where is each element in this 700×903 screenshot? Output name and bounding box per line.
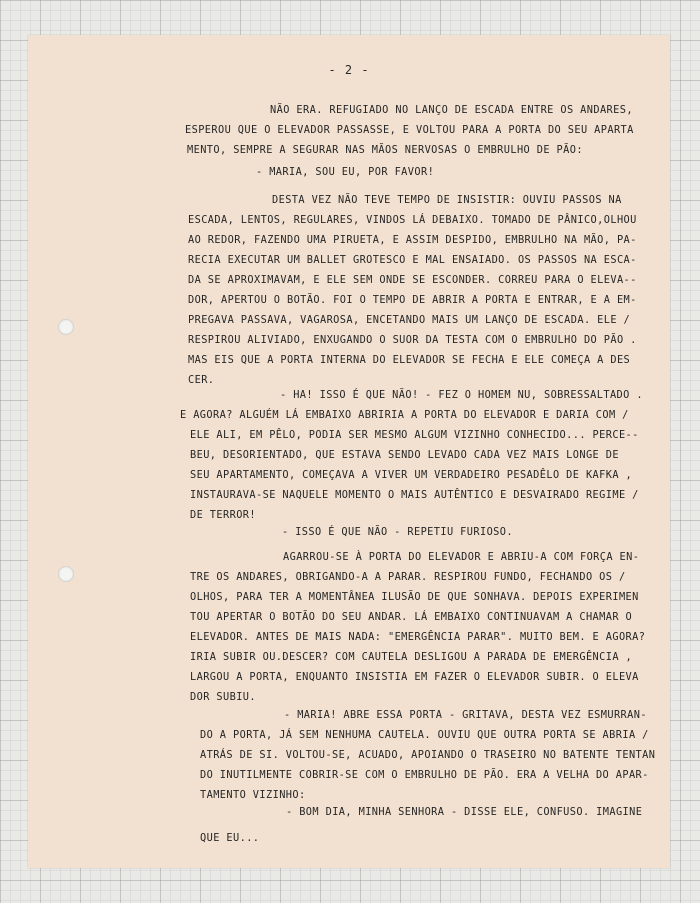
text-line: - BOM DIA, MINHA SENHORA - DISSE ELE, CONFUSO. IMAGINE [286,806,643,818]
text-line: ESPEROU QUE O ELEVADOR PASSASSE, E VOLTOU PARA A PORTA DO SEU APARTA [185,124,634,136]
text-line: CER. [188,374,215,386]
text-line: INSTAURAVA-SE NAQUELE MOMENTO O MAIS AUTÊNTICO E DESVAIRADO REGIME / [190,489,639,501]
text-line: AGARROU-SE À PORTA DO ELEVADOR E ABRIU-A COM FORÇA EN- [283,551,640,563]
text-line: NÃO ERA. REFUGIADO NO LANÇO DE ESCADA ENTRE OS ANDARES, [270,104,633,116]
text-line: DOR SUBIU. [190,691,256,703]
punch-hole [58,566,74,582]
text-line: ELE ALI, EM PÊLO, PODIA SER MESMO ALGUM VIZINHO CONHECIDO... PERCE-- [190,429,639,441]
text-line: TAMENTO VIZINHO: [200,789,306,801]
text-line: RECIA EXECUTAR UM BALLET GROTESCO E MAL ENSAIADO. OS PASSOS NA ESCA- [188,254,637,266]
text-line: - MARIA, SOU EU, POR FAVOR! [256,166,435,178]
text-line: DO A PORTA, JÁ SEM NENHUMA CAUTELA. OUVIU QUE OUTRA PORTA SE ABRIA / [200,729,649,741]
text-line: DA SE APROXIMAVAM, E ELE SEM ONDE SE ESCONDER. CORREU PARA O ELEVA-- [188,274,637,286]
text-line: AO REDOR, FAZENDO UMA PIRUETA, E ASSIM DESPIDO, EMBRULHO NA MÃO, PA- [188,234,637,246]
text-line: DE TERROR! [190,509,256,521]
text-line: OLHOS, PARA TER A MOMENTÂNEA ILUSÃO DE QUE SONHAVA. DEPOIS EXPERIMEN [190,591,639,603]
text-line: RESPIROU ALIVIADO, ENXUGANDO O SUOR DA TESTA COM O EMBRULHO DO PÃO . [188,334,637,346]
text-line: DOR, APERTOU O BOTÃO. FOI O TEMPO DE ABRIR A PORTA E ENTRAR, E A EM- [188,294,637,306]
text-line: DESTA VEZ NÃO TEVE TEMPO DE INSISTIR: OUVIU PASSOS NA [272,194,622,206]
text-line: MENTO, SEMPRE A SEGURAR NAS MÃOS NERVOSAS O EMBRULHO DE PÃO: [187,144,583,156]
punch-hole [58,319,74,335]
text-line: - ISSO É QUE NÃO - REPETIU FURIOSO. [282,526,513,538]
text-line: ELEVADOR. ANTES DE MAIS NADA: "EMERGÊNCIA PARAR". MUITO BEM. E AGORA? [190,631,646,643]
text-line: MAS EIS QUE A PORTA INTERNA DO ELEVADOR SE FECHA E ELE COMEÇA A DES [188,354,631,366]
text-line: QUE EU... [200,832,260,844]
text-line: TRE OS ANDARES, OBRIGANDO-A A PARAR. RESPIROU FUNDO, FECHANDO OS / [190,571,626,583]
text-line: - HA! ISSO É QUE NÃO! - FEZ O HOMEM NU, SOBRESSALTADO . [280,389,643,401]
text-line: - MARIA! ABRE ESSA PORTA - GRITAVA, DESTA VEZ ESMURRAN- [284,709,647,721]
text-line: IRIA SUBIR OU.DESCER? COM CAUTELA DESLIGOU A PARADA DE EMERGÊNCIA , [190,651,633,663]
text-line: ATRÁS DE SI. VOLTOU-SE, ACUADO, APOIANDO O TRASEIRO NO BATENTE TENTAN [200,749,656,761]
text-line: LARGOU A PORTA, ENQUANTO INSISTIA EM FAZER O ELEVADOR SUBIR. O ELEVA [190,671,639,683]
text-line: E AGORA? ALGUÉM LÁ EMBAIXO ABRIRIA A PORTA DO ELEVADOR E DARIA COM / [180,409,629,421]
text-line: PREGAVA PASSAVA, VAGAROSA, ENCETANDO MAIS UM LANÇO DE ESCADA. ELE / [188,314,631,326]
text-line: ESCADA, LENTOS, REGULARES, VINDOS LÁ DEBAIXO. TOMADO DE PÂNICO,OLHOU [188,214,637,226]
page-number: - 2 - [328,63,370,77]
text-line: SEU APARTAMENTO, COMEÇAVA A VIVER UM VERDADEIRO PESADÊLO DE KAFKA , [190,469,633,481]
text-line: BEU, DESORIENTADO, QUE ESTAVA SENDO LEVADO CADA VEZ MAIS LONGE DE [190,449,619,461]
typewritten-page [28,35,670,868]
text-line: TOU APERTAR O BOTÃO DO SEU ANDAR. LÁ EMBAIXO CONTINUAVAM A CHAMAR O [190,611,633,623]
text-line: DO INUTILMENTE COBRIR-SE COM O EMBRULHO DE PÃO. ERA A VELHA DO APAR- [200,769,649,781]
